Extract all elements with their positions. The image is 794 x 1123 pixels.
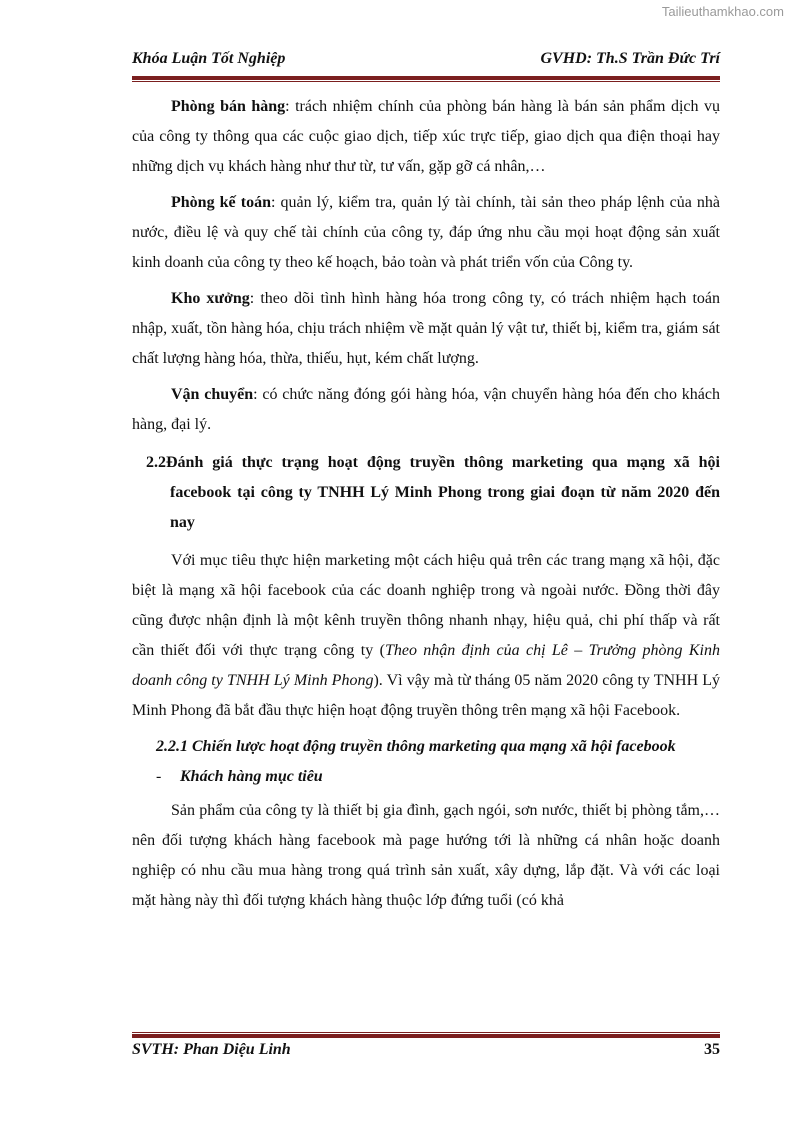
header-rule [132,76,720,80]
section-number-2-2: 2.2 [146,454,166,471]
paragraph-warehouse [132,284,720,374]
paragraph-sales-dept [132,92,720,182]
section-number-2-2-1: 2.2.1 [156,738,188,755]
header-rule-thin [132,81,720,82]
watermark-text: Tailieuthamkhao.com [661,4,784,19]
footer-student: SVTH: Phan Diệu Linh [132,1041,291,1058]
intro-citation: Theo nhận định của chị Lê – Trưởng phòng Kinh doanh công ty TNHH Lý Minh Phong [132,642,720,689]
paragraph-transport [132,380,720,440]
text-warehouse: : theo dõi tình hình hàng hóa trong công ty, có trách nhiệm hạch toán nhập, xuất, tồn hàng hóa, chịu trách nhiệm về mặt quản lý vật tư, thiết bị, kiểm tra, giám sát chất lượng hàng hóa, thừa, thiếu, hụt, kém chất lượng. [132,290,721,367]
paragraph-accounting-dept [132,188,720,278]
header-supervisor: GVHD: Th.S Trần Đức Trí [540,50,720,67]
page-body [132,92,720,922]
bullet-dash: - [156,768,162,785]
header-thesis-title: Khóa Luận Tốt Nghiệp [132,50,286,67]
bullet-target-customers [132,762,720,792]
term-warehouse: Kho xưởng [171,290,250,307]
section-heading-2-2-1 [132,732,720,762]
page-number: 35 [704,1041,720,1058]
bullet-text: Khách hàng mục tiêu [180,768,323,785]
page-footer [132,1041,720,1061]
section-title-2-2: Đánh giá thực trạng hoạt động truyền thông marketing qua mạng xã hội facebook tại công ty TNHH Lý Minh Phong trong giai đoạn từ năm 2020 đến nay [166,454,720,531]
intro-text-after: ). Vì vậy mà từ tháng 05 năm 2020 công ty TNHH Lý Minh Phong đã bắt đầu thực hiện hoạt động truyền thông trên mạng xã hội Facebook. [132,672,721,719]
section-heading-2-2 [132,448,720,538]
section-title-2-2-1: Chiến lược hoạt động truyền thông marketing qua mạng xã hội facebook [192,738,676,755]
page-header [132,50,720,70]
footer-rule-thin [132,1032,720,1033]
footer-rule [132,1034,720,1038]
term-accounting-dept: Phòng kế toán [171,194,271,211]
text-sales-dept: : trách nhiệm chính của phòng bán hàng là bán sản phẩm dịch vụ của công ty thông qua các cuộc giao dịch, tiếp xúc trực tiếp, giao dịch qua điện thoại hay những dịch vụ khách hàng như thư từ, tư vấn, gặp gỡ cá nhân,… [132,98,720,175]
text-accounting-dept: : quản lý, kiểm tra, quản lý tài chính, tài sản theo pháp lệnh của nhà nước, điều lệ và quy chế tài chính của công ty, đáp ứng nhu cầu mọi hoạt động sản xuất kinh doanh của công ty theo kế hoạch, bảo toàn và phát triển vốn của Công ty. [132,194,721,271]
intro-text-before: Với mục tiêu thực hiện marketing một cách hiệu quả trên các trang mạng xã hội, đặc biệt là mạng xã hội facebook của các doanh nghiệp trong và ngoài nước. Đồng thời đây cũng được nhận định là một kênh truyền thông nhanh nhạy, hiệu quả, chi phí thấp và rất cần thiết đối với thực trạng công ty ( [132,552,720,659]
paragraph-intro-2-2 [132,546,720,726]
term-transport: Vận chuyển [171,386,254,403]
term-sales-dept: Phòng bán hàng [171,98,286,115]
text-transport: : có chức năng đóng gói hàng hóa, vận chuyển hàng hóa đến cho khách hàng, đại lý. [132,386,720,433]
paragraph-products: Sản phẩm của công ty là thiết bị gia đình, gạch ngói, sơn nước, thiết bị phòng tắm,… nên đối tượng khách hàng facebook mà page hướng tới là những cá nhân hoặc doanh nghiệp có nhu cầu mua hàng trong quá trình sản xuất, xây dựng, lắp đặt. Và với các loại mặt hàng này thì đối tượng khách hàng thuộc lớp đứng tuổi (có khả [132,802,720,909]
